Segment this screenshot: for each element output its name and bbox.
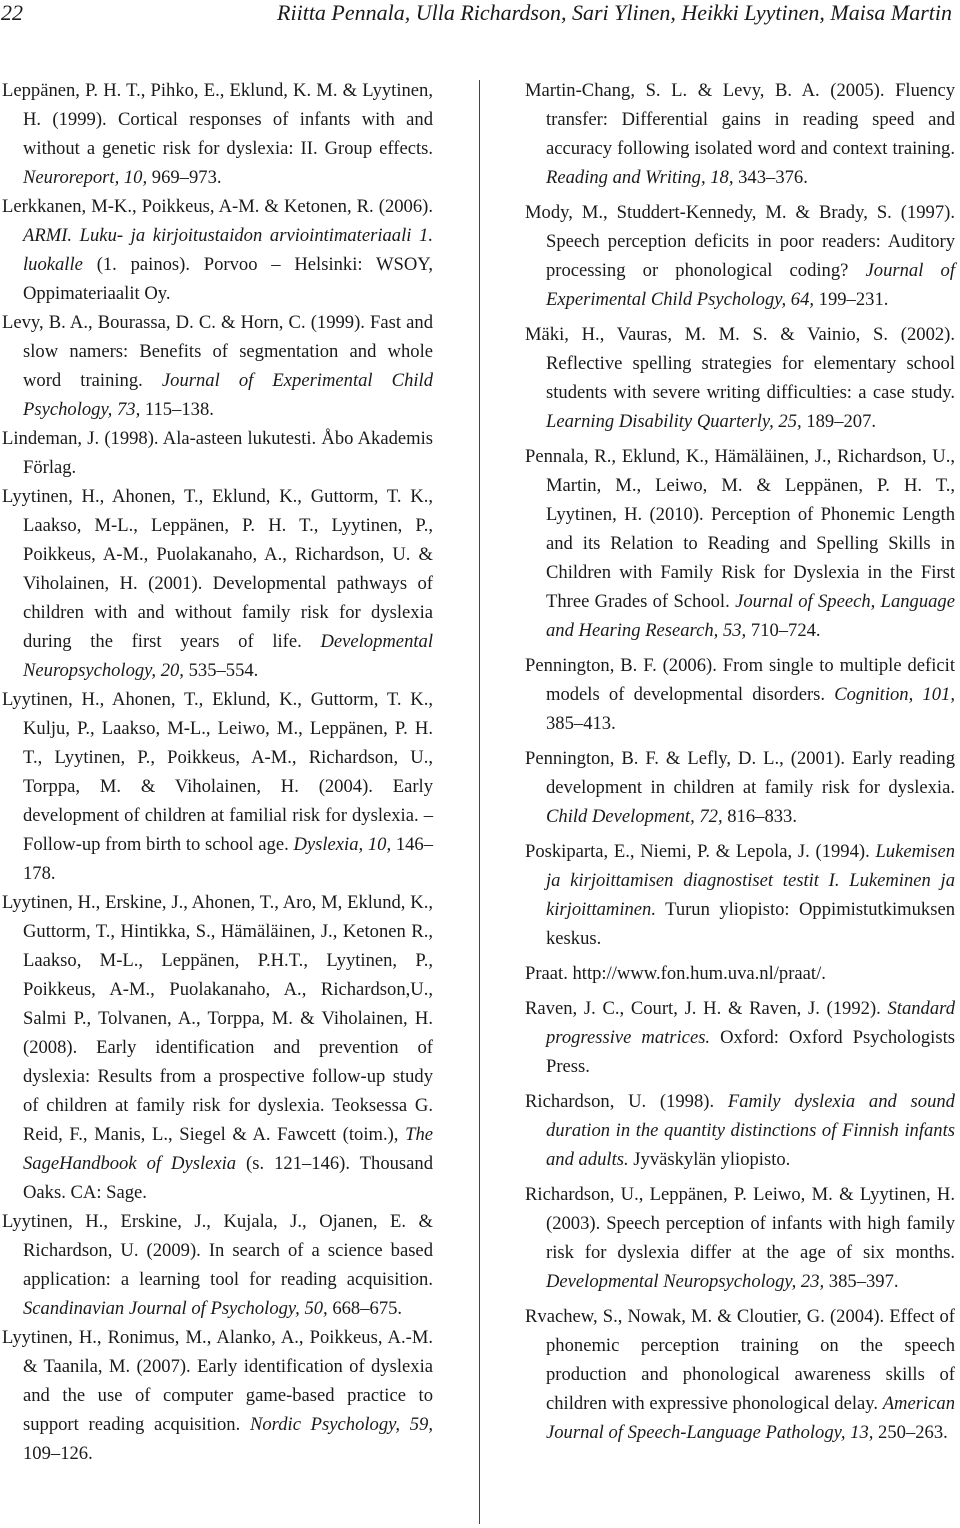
reference-entry (525, 1180, 955, 1296)
reference-source: Child Development, 72, (546, 806, 723, 827)
reference-entry (525, 76, 955, 192)
reference-entry (2, 482, 433, 685)
reference-pages: Turun yliopisto: Oppimistutkimuksen keskus. (546, 899, 955, 949)
reference-entry (2, 685, 433, 888)
reference-source: Journal of Experimental Child Psychology, 64, (546, 260, 955, 310)
reference-text: Pennington, B. F. (2006). From single to multiple deficit models of developmental disorders. (525, 655, 955, 705)
right-column (525, 76, 955, 1453)
reference-text: Praat. http://www.fon.hum.uva.nl/praat/. (525, 963, 826, 984)
reference-pages: 343–376. (733, 167, 808, 188)
reference-pages: Jyväskylän yliopisto. (628, 1149, 791, 1170)
column-divider (479, 80, 480, 1524)
reference-text: Lyytinen, H., Ahonen, T., Eklund, K., Guttorm, T. K., Kulju, P., Laakso, M-L., Leiwo, M., Leppänen, P. H. T., Lyytinen, P., Poikkeus, A-M., Richardson, U., Torppa, M. & Viholainen, H. (2004). Early development of children at familial risk for dyslexia. – Follow-up from birth to school age. (2, 689, 433, 855)
reference-text: Lyytinen, H., Erskine, J., Ahonen, T., Aro, M, Eklund, K., Guttorm, T., Hintikka, S., Hämäläinen, J., Ketonen R., Laakso, M-L., Leppänen, P.H.T., Lyytinen, P., Poikkeus, A-M., Puolakanaho, A., Richardson,U., Salmi P., Tolvanen, A., Torppa, M. & Viholainen, H. (2008). Early identification and prevention of dyslexia: Results from a prospective follow-up study of children at family risk for dyslexia. Teoksessa G. Reid, F., Manis, L., Siegel & A. Fawcett (toim.), (2, 892, 433, 1145)
reference-pages: Oxford: Oxford Psychologists Press. (546, 1027, 955, 1077)
reference-pages: 189–207. (801, 411, 877, 432)
reference-text: Leppänen, P. H. T., Pihko, E., Eklund, K. M. & Lyytinen, H. (1999). Cortical responses of infants with and without a genetic risk for dyslexia: II. Group effects. (2, 80, 433, 159)
reference-text: Poskiparta, E., Niemi, P. & Lepola, J. (1994). (525, 841, 876, 862)
reference-entry (2, 1323, 433, 1468)
reference-source: Dyslexia, 10, (293, 834, 392, 855)
reference-text: Pennington, B. F. & Lefly, D. L., (2001). Early reading development in children at family risk for dyslexia. (525, 748, 955, 798)
reference-entry (2, 308, 433, 424)
reference-pages: (s. 121–146). Thousand Oaks. CA: Sage. (23, 1153, 433, 1203)
reference-entry (525, 1302, 955, 1447)
reference-source: Journal of Experimental Child Psychology, 73, (23, 370, 434, 420)
reference-source: Lukemisen ja kirjoittamisen diagnostiset testit I. Lukeminen ja kirjoittaminen. (546, 841, 955, 920)
reference-source: Journal of Speech, Language and Hearing Research, 53, (546, 591, 955, 641)
reference-text: Richardson, U. (1998). (525, 1091, 728, 1112)
page-header (0, 0, 960, 40)
running-head: Riitta Pennala, Ulla Richardson, Sari Ylinen, Heikki Lyytinen, Maisa Martin (277, 0, 952, 25)
reference-entry (525, 959, 955, 988)
reference-entry (525, 837, 955, 953)
reference-text: Mody, M., Studdert-Kennedy, M. & Brady, S. (1997). Speech perception deficits in poor readers: Auditory processing or phonological coding? (525, 202, 955, 281)
reference-source: The SageHandbook of Dyslexia (23, 1124, 433, 1174)
reference-pages: (1. painos). Porvoo – Helsinki: WSOY, Oppimateriaalit Oy. (23, 254, 433, 304)
reference-text: Levy, B. A., Bourassa, D. C. & Horn, C. (1999). Fast and slow namers: Benefits of segmentation and whole word training. (2, 312, 433, 391)
reference-text: Richardson, U., Leppänen, P. Leiwo, M. & Lyytinen, H. (2003). Speech perception of infants with high family risk for dyslexia differ at the age of six months. (525, 1184, 955, 1263)
reference-source: Neuroreport, 10, (23, 167, 148, 188)
reference-pages: 385–413. (546, 713, 616, 734)
reference-pages: 115–138. (140, 399, 214, 420)
reference-source: Nordic Psychology, 59, (249, 1414, 433, 1435)
reference-entry (525, 1087, 955, 1174)
reference-text: Lindeman, J. (1998). Ala-asteen lukutesti. Åbo Akademis Förlag. (2, 428, 433, 478)
reference-entry (525, 744, 955, 831)
reference-pages: 199–231. (814, 289, 889, 310)
reference-text: Lyytinen, H., Ronimus, M., Alanko, A., Poikkeus, A.-M. & Taanila, M. (2007). Early identification of dyslexia and the use of computer game-based practice to support reading acquisition. (2, 1327, 433, 1435)
reference-source: Family dyslexia and sound duration in the quantity distinctions of Finnish infants and adults. (546, 1091, 955, 1170)
reference-text: Pennala, R., Eklund, K., Hämäläinen, J., Richardson, U., Martin, M., Leiwo, M. & Leppänen, P. H. T., Lyytinen, H. (2010). Perception of Phonemic Length and its Relation to Reading and Spelling Skills in Children with Family Risk for Dyslexia in the First Three Grades of School. (525, 446, 955, 612)
reference-entry (2, 76, 433, 192)
reference-pages: 535–554. (183, 660, 259, 681)
reference-text: Lyytinen, H., Erskine, J., Kujala, J., Ojanen, E. & Richardson, U. (2009). In search of a science based application: a learning tool for reading acquisition. (2, 1211, 433, 1290)
reference-source: American Journal of Speech-Language Pathology, 13, (546, 1393, 955, 1443)
page-number: 22 (1, 0, 23, 25)
reference-pages: 250–263. (873, 1422, 948, 1443)
reference-entry (2, 1207, 433, 1323)
reference-text: Martin-Chang, S. L. & Levy, B. A. (2005). Fluency transfer: Differential gains in reading speed and accuracy following isolated word and context training. (525, 80, 955, 159)
reference-source: Developmental Neuropsychology, 20, (23, 631, 433, 681)
left-column (2, 76, 433, 1468)
reference-entry (2, 424, 433, 482)
reference-pages: 710–724. (746, 620, 821, 641)
reference-text: Raven, J. C., Court, J. H. & Raven, J. (1992). (525, 998, 888, 1019)
reference-entry (2, 192, 433, 308)
reference-pages: 969–973. (147, 167, 222, 188)
reference-text: Lerkkanen, M-K., Poikkeus, A-M. & Ketonen, R. (2006). (2, 196, 433, 217)
reference-source: Standard progressive matrices. (546, 998, 955, 1048)
reference-entry (2, 888, 433, 1207)
reference-pages: 668–675. (327, 1298, 403, 1319)
reference-entry (525, 651, 955, 738)
reference-entry (525, 994, 955, 1081)
reference-source: Reading and Writing, 18, (546, 167, 734, 188)
reference-source: Developmental Neuropsychology, 23, (546, 1271, 825, 1292)
reference-pages: 385–397. (824, 1271, 899, 1292)
reference-source: Cognition, 101, (834, 684, 955, 705)
reference-entry (525, 320, 955, 436)
reference-text: Rvachew, S., Nowak, M. & Cloutier, G. (2004). Effect of phonemic perception training on the speech production and phonological awareness skills of children with expressive phonological delay. (525, 1306, 955, 1414)
reference-source: Learning Disability Quarterly, 25, (546, 411, 802, 432)
reference-entry (525, 198, 955, 314)
reference-pages: 109–126. (23, 1443, 93, 1464)
reference-pages: 146–178. (23, 834, 434, 884)
reference-text: Mäki, H., Vauras, M. M. S. & Vainio, S. (2002). Reflective spelling strategies for elementary school students with severe writing difficulties: a case study. (525, 324, 955, 403)
reference-source: Scandinavian Journal of Psychology, 50, (23, 1298, 328, 1319)
reference-source: ARMI. Luku- ja kirjoitustaidon arviointimateriaali 1. luokalle (23, 225, 433, 275)
reference-pages: 816–833. (722, 806, 797, 827)
reference-text: Lyytinen, H., Ahonen, T., Eklund, K., Guttorm, T. K., Laakso, M-L., Leppänen, P. H. T., Lyytinen, P., Poikkeus, A-M., Puolakanaho, A., Richardson, U. & Viholainen, H. (2001). Developmental pathways of children with and without family risk for dyslexia during the first years of life. (2, 486, 433, 652)
reference-entry (525, 442, 955, 645)
